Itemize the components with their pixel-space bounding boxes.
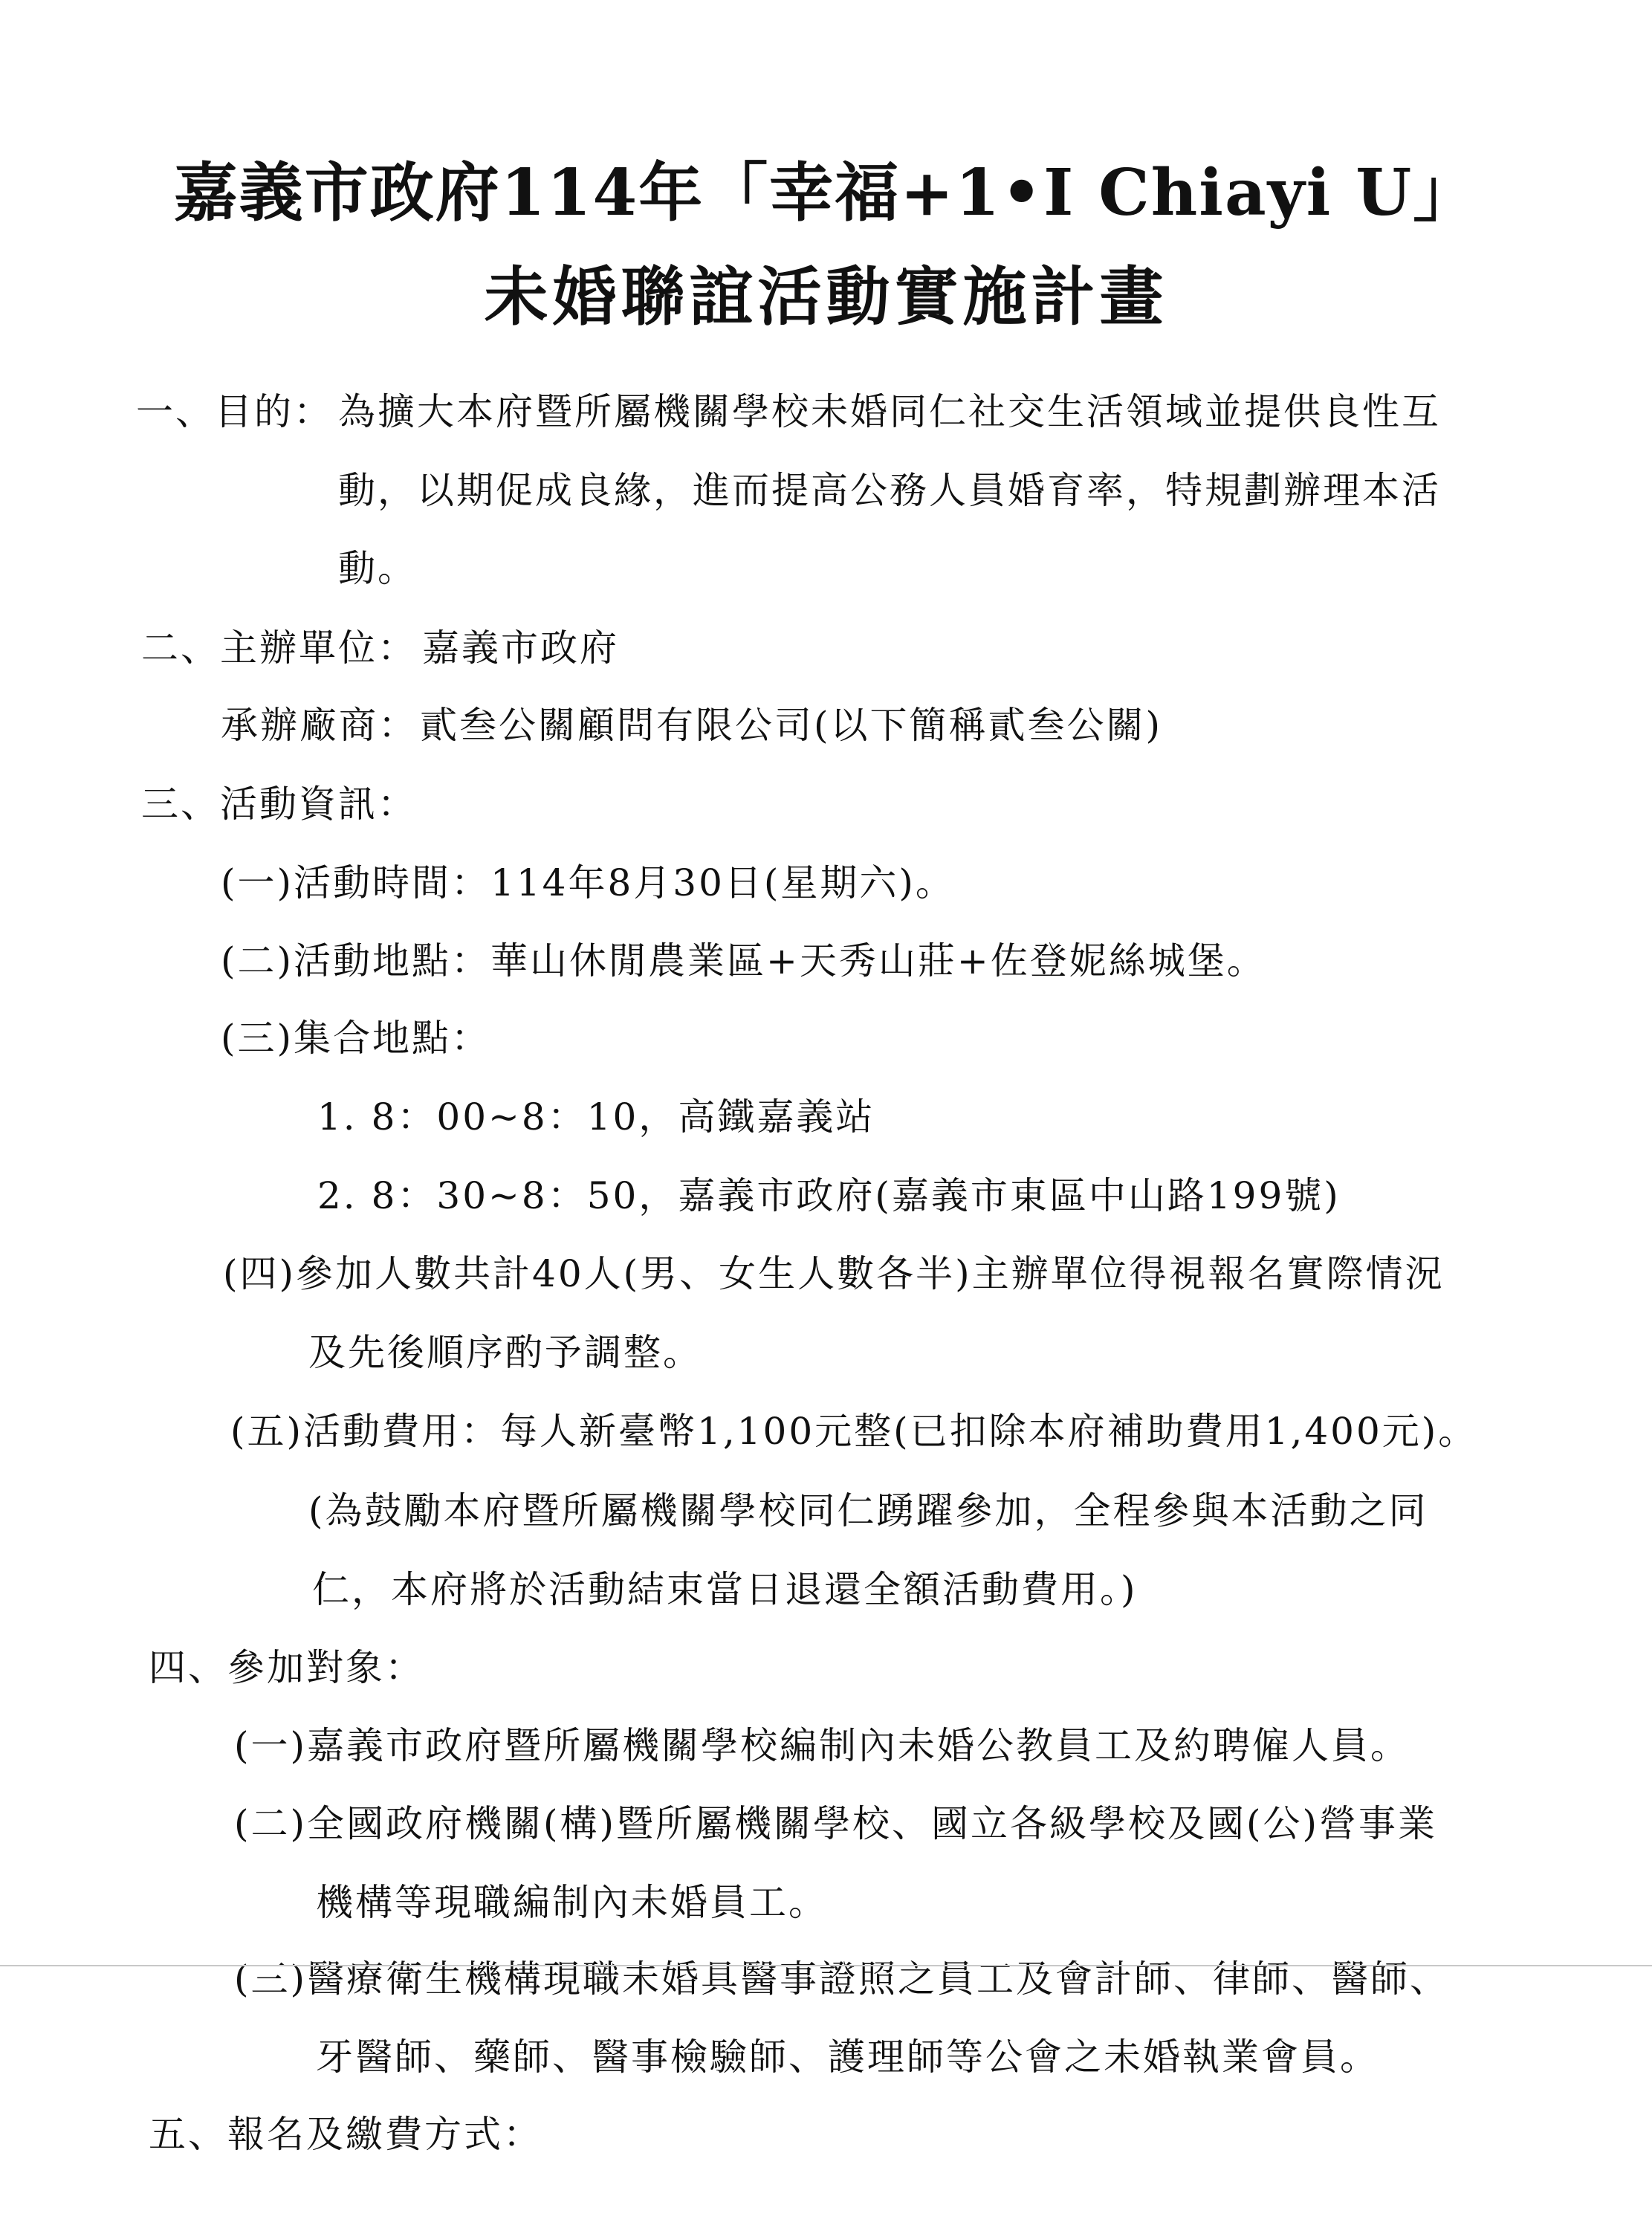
- section-organizer-heading: 二、主辦單位：: [141, 626, 417, 670]
- purpose-text-line-2: 動，以期促成良緣，進而提高公務人員婚育率，特規劃辦理本活: [338, 469, 1441, 512]
- info-meeting-point: (三)集合地點：: [221, 1017, 491, 1060]
- eligibility-item-2-line-1: (二)全國政府機關(構)暨所屬機關學校、國立各級學校及國(公)營事業: [234, 1802, 1438, 1845]
- info-fee-line-1: (五)活動費用：每人新臺幣1,100元整(已扣除本府補助費用1,400元)。: [230, 1410, 1478, 1453]
- info-participants-line-1: (四)參加人數共計40人(男、女生人數各半)主辦單位得視報名實際情況: [223, 1252, 1445, 1295]
- section-eligibility-heading: 四、參加對象：: [149, 1646, 424, 1689]
- contractor-label: 承辦廠商：: [221, 704, 418, 747]
- info-fee-line-3: 仁，本府將於活動結束當日退還全額活動費用。): [312, 1568, 1138, 1611]
- section-registration-heading: 五、報名及繳費方式：: [149, 2113, 542, 2156]
- eligibility-item-3-line-2: 牙醫師、藥師、醫事檢驗師、護理師等公會之未婚執業會員。: [316, 2035, 1379, 2079]
- info-location: (二)活動地點：華山休閒農業區+天秀山莊+佐登妮絲城堡。: [221, 939, 1266, 982]
- section-info-heading: 三、活動資訊：: [141, 783, 417, 826]
- eligibility-item-3-line-1: (三)醫療衛生機構現職未婚具醫事證照之員工及會計師、律師、醫師、: [234, 1957, 1450, 2001]
- purpose-text-line-3: 動。: [338, 547, 417, 590]
- document-title-line-1: 嘉義市政府114年「幸福+1•I Chiayi U」: [173, 155, 1479, 230]
- info-meeting-point-2: 2. 8：30~8：50，嘉義市政府(嘉義市東區中山路199號): [317, 1174, 1341, 1217]
- section-purpose-heading: 一、目的：: [136, 390, 333, 433]
- scan-artifact-line: [0, 1965, 1652, 1966]
- eligibility-item-1: (一)嘉義市政府暨所屬機關學校編制內未婚公教員工及約聘僱人員。: [234, 1724, 1410, 1767]
- info-time: (一)活動時間：114年8月30日(星期六)。: [221, 861, 955, 904]
- purpose-text-line-1: 為擴大本府暨所屬機關學校未婚同仁社交生活領域並提供良性互: [338, 390, 1441, 433]
- organizer-value: 嘉義市政府: [422, 626, 619, 670]
- info-participants-line-2: 及先後順序酌予調整。: [308, 1331, 702, 1374]
- eligibility-item-2-line-2: 機構等現職編制內未婚員工。: [316, 1881, 828, 1924]
- document-title-line-2: 未婚聯誼活動實施計畫: [484, 259, 1168, 334]
- info-meeting-point-1: 1. 8：00~8：10，高鐵嘉義站: [317, 1095, 875, 1139]
- contractor-value: 貳叁公關顧問有限公司(以下簡稱貳叁公關): [420, 704, 1163, 747]
- info-fee-line-2: (為鼓勵本府暨所屬機關學校同仁踴躍參加，全程參與本活動之同: [308, 1489, 1428, 1532]
